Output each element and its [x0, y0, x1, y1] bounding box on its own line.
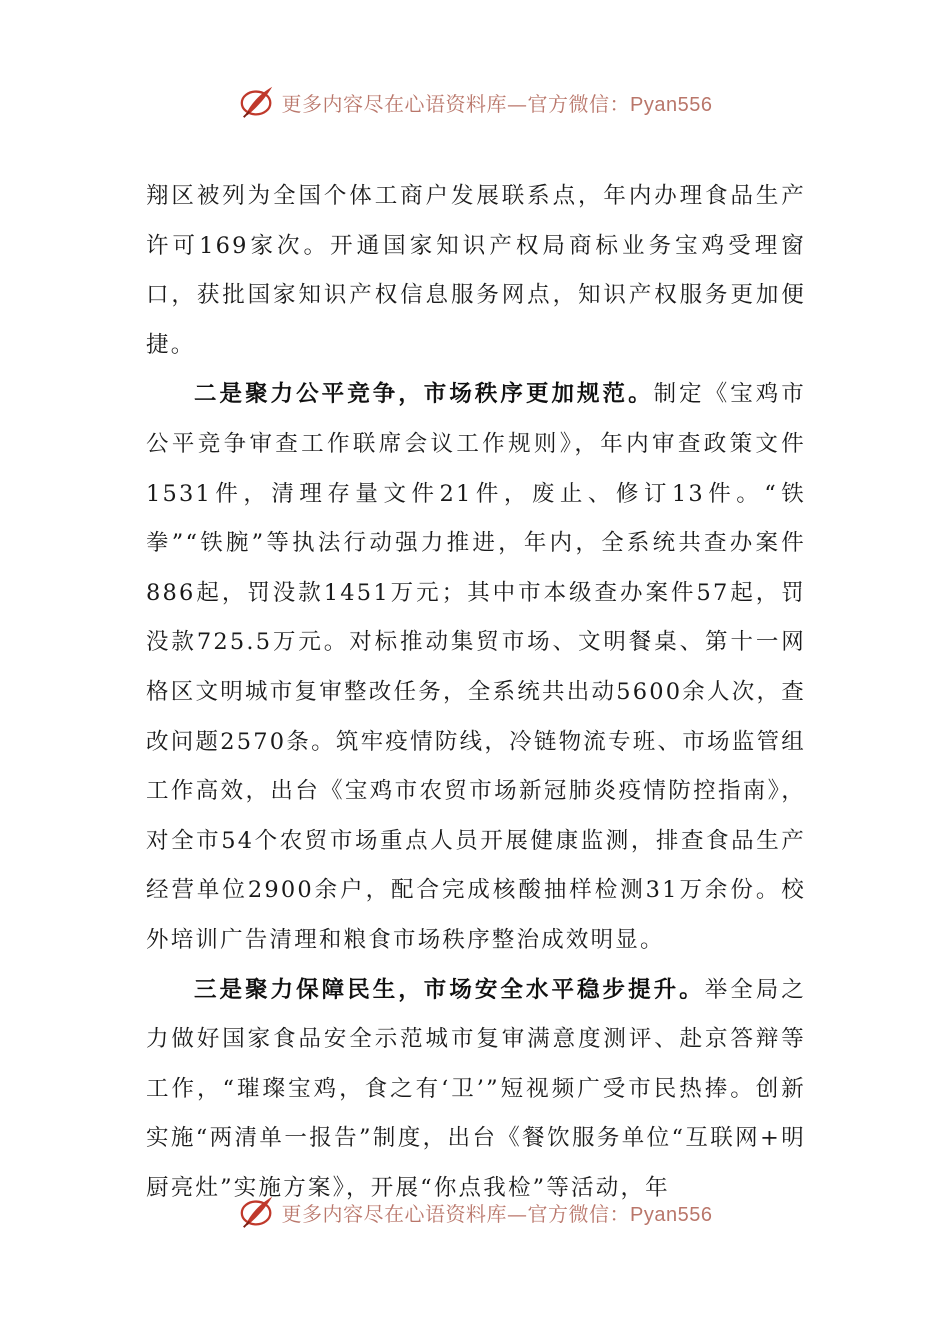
paragraph-2-heading: 二是聚力公平竞争，市场秩序更加规范。: [194, 381, 654, 408]
banner-text: 更多内容尽在心语资料库—官方微信：Pyan556: [281, 1201, 713, 1226]
paragraph-3: [146, 966, 806, 1214]
paragraph-2-text: 制定《宝鸡市公平竞争审查工作联席会议工作规则》，年内审查政策文件1531件，清理存量文件21件，废止、修订13件。“铁拳”“铁腕”等执法行动强力推进，年内，全系统共查办案件886起，罚没款1451万元；其中市本级查办案件57起，罚没款725.5万元。对标推动集贸市场、文明餐桌、第十一网格区文明城市复审整改任务，全系统共出动5600余人次，查改问题2570条。筑牢疫情防线，冷链物流专班、市场监管组工作高效，出台《宝鸡市农贸市场新冠肺炎疫情防控指南》，对全市54个农贸市场重点人员开展健康监测，排查食品生产经营单位2900余户，配合完成核酸抽样检测31万余份。校外培训广告清理和粮食市场秩序整治成效明显。: [146, 381, 806, 953]
paragraph-3-text: 举全局之力做好国家食品安全示范城市复审满意度测评、赴京答辩等工作，“璀璨宝鸡，食之有‘卫’”短视频广受市民热捧。创新实施“两清单一报告”制度，出台《餐饮服务单位“互联网+明厨亮灶”实施方案》，开展“你点我检”等活动，年: [146, 976, 806, 1201]
document-body: [146, 172, 806, 1213]
paragraph-2: [146, 370, 806, 965]
wechat-id: Pyan556: [630, 93, 713, 116]
wechat-id: Pyan556: [630, 1203, 713, 1226]
paragraph-1: 翔区被列为全国个体工商户发展联系点，年内办理食品生产许可169家次。开通国家知识产权局商标业务宝鸡受理窗口，获批国家知识产权信息服务网点，知识产权服务更加便捷。: [146, 183, 806, 358]
banner-text: 更多内容尽在心语资料库—官方微信：Pyan556: [281, 91, 713, 116]
header-banner: [0, 80, 950, 124]
quill-logo-icon: [238, 1193, 276, 1231]
footer-banner: [0, 1190, 950, 1234]
quill-logo-icon: [238, 83, 276, 121]
paragraph-3-heading: 三是聚力保障民生，市场安全水平稳步提升。: [194, 976, 705, 1003]
